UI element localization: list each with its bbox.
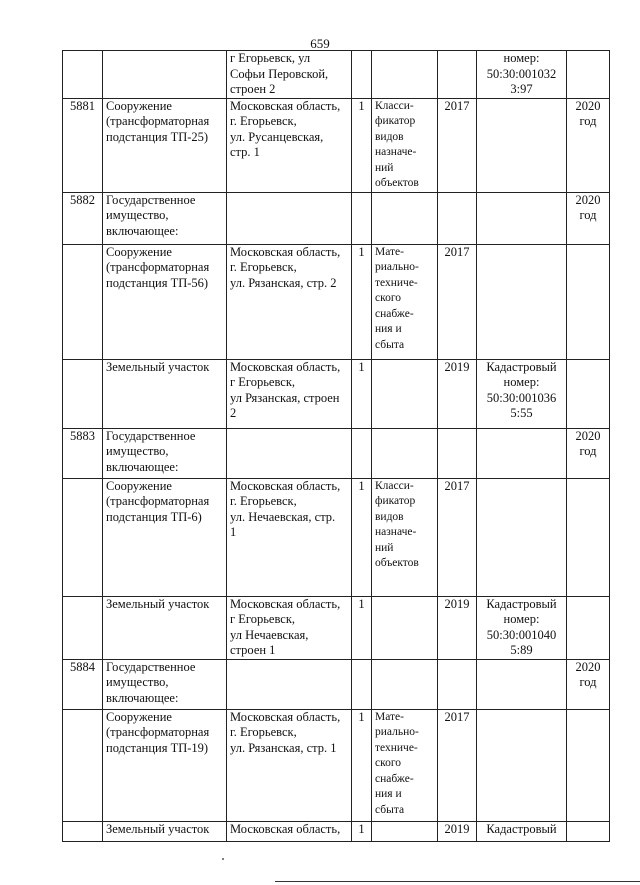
object-address-line: ул Нечаевская, — [230, 627, 309, 642]
table-row — [63, 359, 610, 428]
row-number-cell — [63, 244, 103, 359]
cadastral-number-line: 50:30:001040 — [486, 627, 557, 642]
object-name-line: Государственное — [106, 659, 196, 674]
object-address-cell — [227, 98, 352, 192]
object-address-line: г Егорьевск, ул — [230, 51, 311, 65]
object-name-cell — [103, 428, 227, 478]
year-value: 2019 — [444, 359, 470, 374]
object-address-line: г. Егорьевск, — [230, 725, 297, 739]
object-quantity-cell — [352, 821, 372, 841]
object-quantity-cell — [352, 659, 372, 709]
object-address-line: ул. Рязанская, стр. 2 — [230, 275, 337, 290]
object-address-line: Московская область, — [230, 821, 341, 836]
period-value-line: 2020 — [575, 659, 601, 674]
object-name-cell — [103, 478, 227, 596]
object-classifier-cell — [372, 192, 438, 244]
object-classifier-line: ний — [375, 161, 394, 174]
object-address-line: г. Егорьевск, — [230, 260, 297, 274]
object-name-cell — [103, 659, 227, 709]
period-value-cell — [567, 359, 610, 428]
year-value: 2019 — [444, 596, 470, 611]
object-address-line: Московская область, — [230, 244, 341, 259]
object-classifier-line: видов — [375, 130, 404, 143]
period-value-cell — [567, 709, 610, 821]
object-classifier-line: снабже- — [375, 307, 414, 320]
object-name-line: включающее: — [106, 223, 179, 238]
object-classifier-line: риально- — [375, 261, 419, 273]
year-value: 2017 — [444, 709, 470, 724]
cadastral-number-line: 50:30:001036 — [486, 390, 557, 405]
object-address-cell — [227, 821, 352, 841]
object-quantity-cell — [352, 478, 372, 596]
object-address-line: Московская область, — [230, 596, 341, 611]
row-number: 5883 — [70, 428, 95, 443]
year-value-cell — [438, 821, 477, 841]
object-quantity: 1 — [358, 359, 365, 374]
object-address-line: ул. Рязанская, стр. 1 — [230, 740, 337, 755]
page-number: 659 — [310, 36, 330, 51]
object-name-line: подстанция ТП-19) — [106, 740, 209, 755]
object-address-line: Софьи Перовской, — [230, 66, 329, 81]
cadastral-number-line: 50:30:001032 — [486, 66, 557, 81]
object-classifier-cell — [372, 659, 438, 709]
cadastral-number-cell — [477, 659, 567, 709]
object-name-line: имущество, — [106, 675, 169, 689]
year-value-cell — [438, 51, 477, 99]
object-name-line: имущество, — [106, 444, 169, 458]
year-value: 2017 — [444, 244, 470, 259]
property-register-table — [62, 50, 610, 842]
object-quantity: 1 — [358, 709, 365, 724]
period-value-line: год — [579, 444, 597, 458]
cadastral-number-line: номер: — [503, 51, 540, 65]
object-classifier-line: Мате- — [375, 245, 404, 258]
object-quantity-cell — [352, 359, 372, 428]
year-value-cell — [438, 428, 477, 478]
object-name-line: Государственное — [106, 192, 196, 207]
object-name-line: Государственное — [106, 428, 196, 443]
object-name-line: подстанция ТП-25) — [106, 129, 209, 144]
cadastral-number-line: 5:89 — [510, 643, 533, 657]
object-address-line: Московская область, — [230, 359, 341, 374]
object-classifier-cell — [372, 98, 438, 192]
object-quantity: 1 — [358, 98, 365, 113]
object-name-line: (трансформаторная — [106, 114, 210, 128]
cadastral-number-line: Кадастровый — [486, 821, 557, 836]
table-row — [63, 709, 610, 821]
row-number-cell — [63, 478, 103, 596]
object-classifier-line: ния и — [375, 323, 402, 335]
object-address-line: г Егорьевск, — [230, 612, 296, 626]
object-name-cell — [103, 192, 227, 244]
scan-speck — [222, 858, 224, 860]
object-classifier-cell — [372, 359, 438, 428]
object-quantity-cell — [352, 596, 372, 659]
object-name-line: Земельный участок — [106, 821, 210, 836]
table-row — [63, 596, 610, 659]
object-classifier-line: техниче- — [375, 741, 418, 754]
row-number: 5884 — [70, 659, 95, 674]
object-address-line: ул. Нечаевская, стр. — [230, 509, 336, 524]
row-number-cell — [63, 428, 103, 478]
object-name-cell — [103, 709, 227, 821]
cadastral-number-cell — [477, 192, 567, 244]
period-value-cell — [567, 244, 610, 359]
object-classifier-line: ния и — [375, 788, 402, 800]
object-quantity-cell — [352, 51, 372, 99]
object-classifier-line: фикатор — [375, 115, 416, 127]
object-name-cell — [103, 244, 227, 359]
row-number-cell — [63, 659, 103, 709]
object-quantity: 1 — [358, 244, 365, 259]
cadastral-number-line: Кадастровый — [486, 359, 557, 374]
object-address-cell — [227, 659, 352, 709]
period-value-line: год — [579, 114, 597, 128]
period-value-cell — [567, 596, 610, 659]
object-name-line: Земельный участок — [106, 359, 210, 374]
table-row — [63, 98, 610, 192]
object-classifier-cell — [372, 596, 438, 659]
object-address-cell — [227, 244, 352, 359]
object-name-line: (трансформаторная — [106, 260, 210, 274]
object-address-cell — [227, 596, 352, 659]
object-classifier-line: ний — [375, 541, 394, 554]
object-classifier-cell — [372, 51, 438, 99]
object-address-line: г Егорьевск, — [230, 375, 296, 389]
object-classifier-cell — [372, 244, 438, 359]
period-value-line: год — [579, 675, 597, 689]
object-name-line: подстанция ТП-56) — [106, 275, 209, 290]
table-row — [63, 51, 610, 99]
row-number-cell — [63, 98, 103, 192]
object-name-cell — [103, 98, 227, 192]
object-classifier-line: видов — [375, 510, 404, 523]
object-classifier-line: ского — [375, 757, 402, 769]
object-address-cell — [227, 51, 352, 99]
cadastral-number-cell — [477, 51, 567, 99]
year-value: 2017 — [444, 478, 470, 493]
object-classifier-line: сбыта — [375, 803, 405, 816]
object-name-line: Сооружение — [106, 98, 172, 113]
year-value-cell — [438, 244, 477, 359]
object-address-line: строен 1 — [230, 643, 276, 657]
object-name-line: (трансформаторная — [106, 494, 210, 508]
object-quantity-cell — [352, 709, 372, 821]
object-address-line: Московская область, — [230, 709, 341, 724]
object-address-line: г. Егорьевск, — [230, 494, 297, 508]
year-value-cell — [438, 596, 477, 659]
period-value-cell — [567, 659, 610, 709]
table-row — [63, 244, 610, 359]
cadastral-number-cell — [477, 98, 567, 192]
object-address-cell — [227, 359, 352, 428]
object-classifier-cell — [372, 478, 438, 596]
year-value-cell — [438, 192, 477, 244]
object-classifier-line: ского — [375, 292, 402, 304]
object-quantity-cell — [352, 98, 372, 192]
row-number-cell — [63, 596, 103, 659]
cadastral-number-cell — [477, 478, 567, 596]
object-name-line: подстанция ТП-6) — [106, 509, 202, 524]
object-name-line: Сооружение — [106, 244, 172, 259]
object-address-line: г. Егорьевск, — [230, 114, 297, 128]
object-classifier-line: назначе- — [375, 526, 417, 538]
object-name-line: включающее: — [106, 459, 179, 474]
object-classifier-line: Класси- — [375, 479, 414, 492]
row-number-cell — [63, 359, 103, 428]
period-value-line: 2020 — [575, 428, 601, 443]
cadastral-number-cell — [477, 244, 567, 359]
row-number: 5881 — [70, 98, 95, 113]
year-value-cell — [438, 478, 477, 596]
object-quantity-cell — [352, 428, 372, 478]
table-row — [63, 478, 610, 596]
table-row — [63, 192, 610, 244]
object-classifier-line: Мате- — [375, 710, 404, 723]
row-number-cell — [63, 192, 103, 244]
object-name-line: (трансформаторная — [106, 725, 210, 739]
period-value-cell — [567, 192, 610, 244]
object-name-line: включающее: — [106, 690, 179, 705]
object-address-cell — [227, 709, 352, 821]
object-quantity: 1 — [358, 596, 365, 611]
object-address-line: 2 — [230, 406, 237, 420]
object-quantity: 1 — [358, 821, 365, 836]
table-row — [63, 428, 610, 478]
object-address-line: ул. Русанцевская, — [230, 129, 324, 144]
cadastral-number-line: Кадастровый — [486, 596, 557, 611]
bottom-rule — [275, 881, 640, 882]
object-name-cell — [103, 359, 227, 428]
object-name-cell — [103, 821, 227, 841]
object-address-cell — [227, 192, 352, 244]
period-value-cell — [567, 428, 610, 478]
object-classifier-cell — [372, 821, 438, 841]
row-number-cell — [63, 709, 103, 821]
object-name-line: Сооружение — [106, 478, 172, 493]
object-name-line: имущество, — [106, 208, 169, 222]
year-value-cell — [438, 98, 477, 192]
object-classifier-cell — [372, 709, 438, 821]
object-quantity-cell — [352, 192, 372, 244]
object-classifier-cell — [372, 428, 438, 478]
period-value-cell — [567, 821, 610, 841]
year-value: 2019 — [444, 821, 470, 836]
period-value-line: год — [579, 208, 597, 222]
object-classifier-line: техниче- — [375, 276, 418, 289]
object-address-line: Московская область, — [230, 98, 341, 113]
object-classifier-line: фикатор — [375, 495, 416, 507]
object-quantity: 1 — [358, 478, 365, 493]
object-classifier-line: объектов — [375, 557, 419, 569]
cadastral-number-line: номер: — [503, 375, 540, 389]
year-value-cell — [438, 709, 477, 821]
object-classifier-line: риально- — [375, 726, 419, 738]
object-classifier-line: Класси- — [375, 99, 414, 112]
year-value-cell — [438, 359, 477, 428]
cadastral-number-line: 3:97 — [510, 82, 533, 96]
year-value: 2017 — [444, 98, 470, 113]
object-classifier-line: объектов — [375, 177, 419, 189]
period-value-cell — [567, 98, 610, 192]
table-row — [63, 821, 610, 841]
row-number-cell — [63, 821, 103, 841]
row-number-cell — [63, 51, 103, 99]
period-value-cell — [567, 51, 610, 99]
cadastral-number-line: номер: — [503, 612, 540, 626]
row-number: 5882 — [70, 192, 95, 207]
object-address-line: Московская область, — [230, 478, 341, 493]
period-value-line: 2020 — [575, 98, 601, 113]
object-address-cell — [227, 478, 352, 596]
object-address-line: стр. 1 — [230, 145, 260, 159]
object-name-line: Сооружение — [106, 709, 172, 724]
cadastral-number-cell — [477, 821, 567, 841]
object-address-line: 1 — [230, 525, 237, 539]
cadastral-number-cell — [477, 709, 567, 821]
object-address-line: строен 2 — [230, 82, 276, 96]
object-classifier-line: снабже- — [375, 772, 414, 785]
object-classifier-line: назначе- — [375, 146, 417, 158]
object-name-cell — [103, 51, 227, 99]
object-name-cell — [103, 596, 227, 659]
cadastral-number-cell — [477, 359, 567, 428]
object-quantity-cell — [352, 244, 372, 359]
object-address-line: ул Рязанская, строен — [230, 390, 340, 405]
period-value-cell — [567, 478, 610, 596]
cadastral-number-line: 5:55 — [510, 406, 533, 420]
object-name-line: Земельный участок — [106, 596, 210, 611]
cadastral-number-cell — [477, 596, 567, 659]
object-address-cell — [227, 428, 352, 478]
register-body — [63, 51, 610, 842]
year-value-cell — [438, 659, 477, 709]
object-classifier-line: сбыта — [375, 338, 405, 351]
cadastral-number-cell — [477, 428, 567, 478]
period-value-line: 2020 — [575, 192, 601, 207]
table-row — [63, 659, 610, 709]
